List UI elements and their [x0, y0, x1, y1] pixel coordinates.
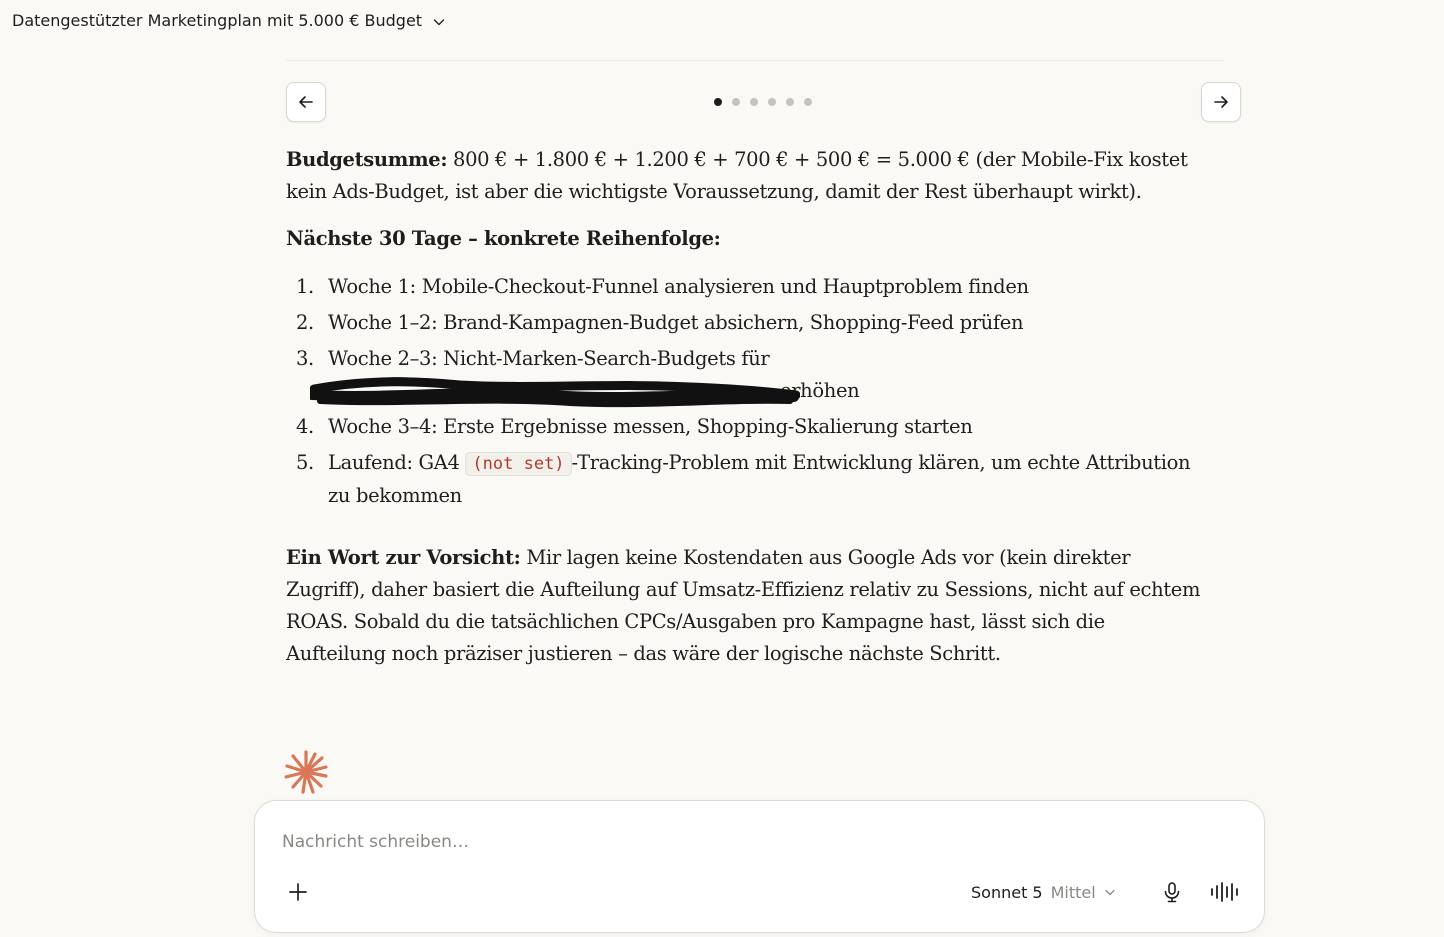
arrow-left-icon — [297, 93, 315, 111]
assistant-message — [286, 144, 1206, 670]
plus-icon — [288, 882, 308, 902]
header-divider — [286, 60, 1224, 61]
next-steps-heading: Nächste 30 Tage – konkrete Reihenfolge: — [286, 227, 721, 250]
list-item: 1. Woche 1: Mobile-Checkout-Funnel analysieren und Hauptproblem finden — [296, 275, 1029, 298]
chevron-down-icon — [432, 14, 446, 28]
voice-mode-button[interactable] — [1208, 878, 1242, 906]
message-input[interactable] — [282, 829, 1202, 855]
budget-label: Budgetsumme: — [286, 148, 448, 171]
list-item: 2. Woche 1–2: Brand-Kampagnen-Budget absichern, Shopping-Feed prüfen — [296, 311, 1024, 334]
previous-button[interactable] — [286, 82, 326, 122]
model-effort: Mittel — [1050, 882, 1096, 902]
message-composer — [254, 800, 1265, 933]
list-item: 4. Woche 3–4: Erste Ergebnisse messen, Shopping-Skalierung starten — [296, 415, 973, 438]
caution-note — [286, 542, 1206, 670]
carousel-pagination — [714, 98, 812, 106]
inline-code: (not set) — [465, 452, 571, 476]
list-item: 5. Laufend: GA4 (not set) -Tracking-Problem mit Entwicklung klären, um echte Attribution zu bekommen — [296, 451, 1191, 507]
pagination-dot-2[interactable] — [732, 98, 740, 106]
model-selector[interactable] — [971, 879, 1116, 905]
arrow-right-icon — [1212, 93, 1230, 111]
model-name: Sonnet 5 — [971, 882, 1043, 902]
add-attachment-button[interactable] — [285, 879, 311, 905]
voice-waveform-icon — [1210, 881, 1240, 903]
claude-spark-icon — [284, 750, 328, 794]
conversation-title[interactable] — [12, 8, 446, 32]
caution-text: Mir lagen keine Kostendaten aus Google Ads vor (kein direkter Zugriff), daher basiert die Aufteilung auf Umsatz-Effizienz relativ zu Sessions, nicht auf echtem ROAS. Sobald du die tatsächlichen CPCs/Ausgaben pro Kampagne hast, lässt sich die Aufteilung noch präziser justieren – das wäre der logische nächste Schritt. — [286, 546, 1201, 665]
conversation-title-text: Datengestützter Marketingplan mit 5.000 € Budget — [12, 10, 423, 30]
pagination-dot-6[interactable] — [804, 98, 812, 106]
chevron-down-icon — [1104, 886, 1116, 898]
list-item: 3. Woche 2–3: Nicht-Marken-Search-Budgets für erhöhen — [296, 347, 860, 402]
caution-label: Ein Wort zur Vorsicht: — [286, 546, 521, 569]
pagination-dot-4[interactable] — [768, 98, 776, 106]
steps-list — [286, 271, 1206, 512]
pagination-dot-5[interactable] — [786, 98, 794, 106]
redacted-scribble — [310, 381, 780, 403]
microphone-button[interactable] — [1158, 878, 1186, 906]
next-button[interactable] — [1201, 82, 1241, 122]
pagination-dot-3[interactable] — [750, 98, 758, 106]
budget-text: 800 € + 1.800 € + 1.200 € + 700 € + 500 € = 5.000 € (der Mobile-Fix kostet kein Ads-Budget, ist aber die wichtigste Voraussetzung, damit der Rest überhaupt wirkt). — [286, 148, 1188, 203]
budget-summary — [286, 144, 1206, 208]
pagination-dot-1[interactable] — [714, 98, 722, 106]
microphone-icon — [1161, 881, 1183, 903]
